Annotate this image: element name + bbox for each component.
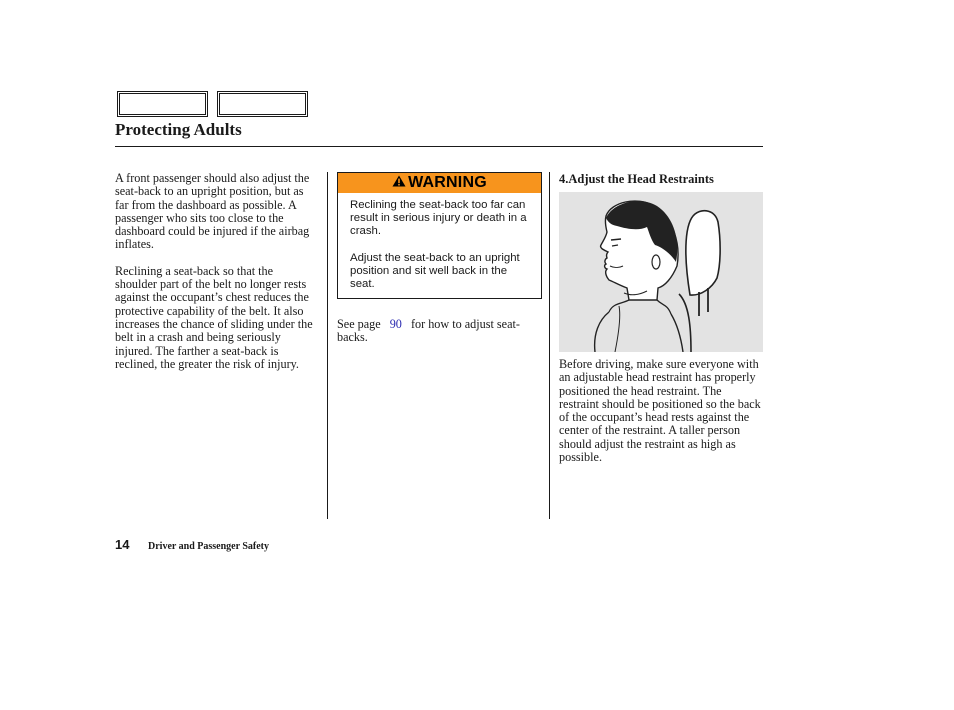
see-page-reference [337, 318, 542, 345]
see-page-prefix: See page [337, 317, 381, 331]
warning-triangle-icon [392, 174, 406, 192]
warning-header [338, 173, 541, 193]
paragraph-head-restraint: Before driving, make sure everyone with an adjustable head restraint has properly positioned the head restraint. The restraint should be positioned so the back of the occupant’s head rests against the center of the restraint. A taller person should adjust the restraint as high as possible. [559, 357, 761, 465]
paragraph-front-passenger: A front passenger should also adjust the seat-back to an upright position, but as far from the dashboard as possible. A passenger who sits too close to the dashboard could be injured if the airbag inflates. [115, 171, 310, 252]
page-title: Protecting Adults [115, 120, 242, 139]
nav-tab-box-2[interactable] [217, 91, 308, 117]
column-1 [115, 172, 318, 371]
see-page-suffix: for how to adjust seat-backs. [337, 317, 520, 345]
paragraph-reclining-risk: Reclining a seat-back so that the shoulder part of the belt no longer rests against the occupant’s chest reduces the protective capability of the belt. It also increases the chance of sliding under the belt in a crash and being seriously injured. The farther a seat-back is reclined, the greater the risk of injury. [115, 263, 313, 371]
warning-box [337, 172, 542, 299]
page-number: 14 [115, 537, 130, 552]
nav-tab-box-1[interactable] [117, 91, 208, 117]
footer-section-label: Driver and Passenger Safety [148, 541, 270, 552]
warning-text-2: Adjust the seat-back to an upright position and sit well back in the seat. [350, 251, 520, 291]
warning-label: WARNING [408, 174, 487, 191]
title-divider [115, 146, 763, 147]
page-link[interactable]: 90 [389, 317, 402, 331]
warning-body [338, 193, 541, 291]
section-heading: 4.Adjust the Head Restraints [559, 172, 714, 186]
warning-text-1: Reclining the seat-back too far can result in serious injury or death in a crash. [350, 199, 527, 238]
head-restraint-illustration [559, 192, 763, 352]
column-divider-2 [549, 172, 550, 519]
column-divider-1 [327, 172, 328, 519]
